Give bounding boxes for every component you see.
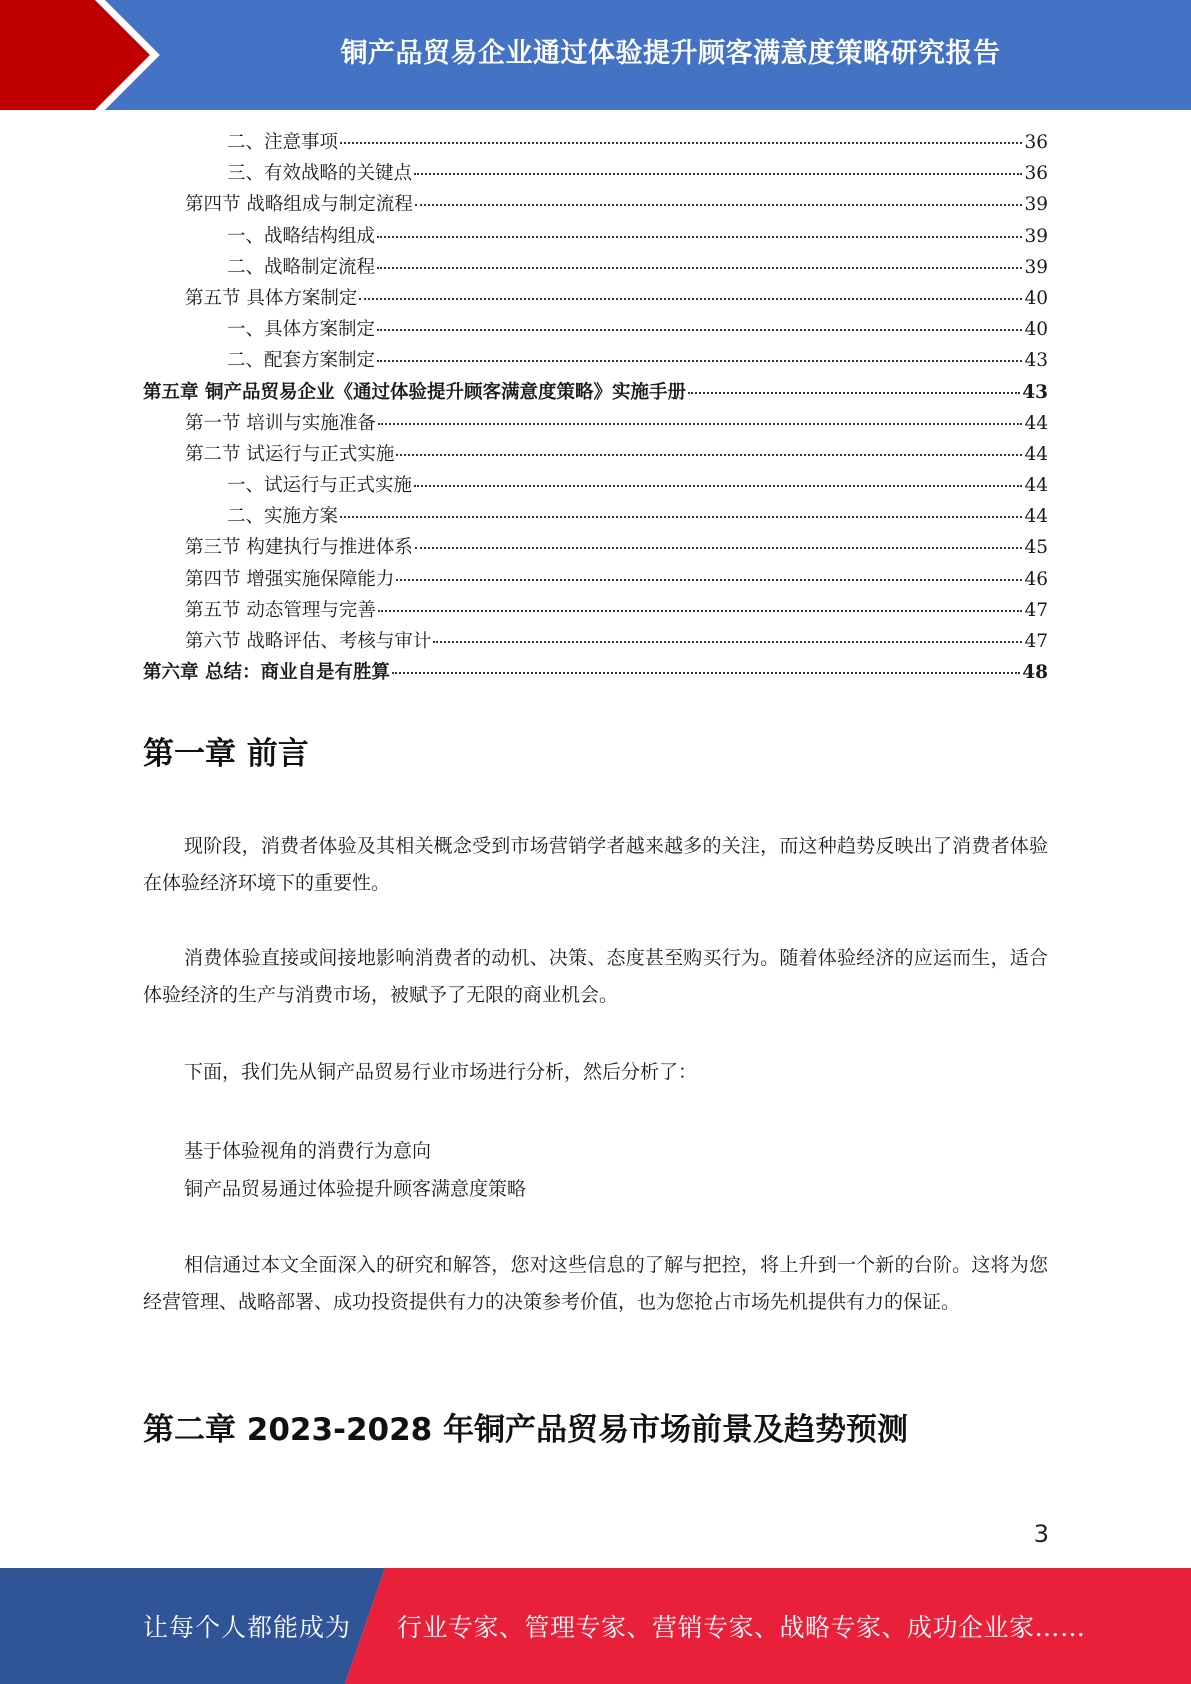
toc-entry[interactable] — [143, 471, 1048, 502]
toc-entry-page: 47 — [1024, 599, 1048, 621]
toc-entry-page: 39 — [1024, 194, 1048, 216]
toc-entry[interactable] — [143, 565, 1048, 596]
toc-entry-page: 46 — [1024, 568, 1048, 590]
toc-entry-title: 第一节 培训与实施准备 — [185, 412, 376, 434]
toc-entry-title: 一、具体方案制定 — [227, 319, 376, 341]
paragraph: 相信通过本文全面深入的研究和解答，您对这些信息的了解与把控，将上升到一个新的台阶。这将为您经营管理、战略部署、成功投资提供有力的决策参考价值，也为您抢占市场先机提供有力的保证。 — [143, 1254, 1048, 1313]
toc-entry-page: 45 — [1024, 537, 1048, 559]
paragraph: 消费体验直接或间接地影响消费者的动机、决策、态度甚至购买行为。随着体验经济的应运而生，适合体验经济的生产与消费市场，被赋予了无限的商业机会。 — [143, 947, 1048, 1006]
toc-dot-leader — [377, 236, 1022, 238]
toc-dot-leader — [378, 610, 1023, 612]
list-item: 基于体验视角的消费行为意向 — [184, 1140, 432, 1162]
toc-entry-title: 第六节 战略评估、考核与审计 — [185, 631, 432, 652]
toc-entry-page: 40 — [1024, 287, 1048, 309]
toc-entry-page: 39 — [1024, 225, 1048, 247]
toc-entry[interactable] — [143, 346, 1048, 377]
toc-entry[interactable] — [143, 440, 1048, 471]
toc-dot-leader — [340, 142, 1022, 144]
toc-dot-leader — [359, 298, 1022, 300]
chapter-1-heading: 第一章 前言 — [143, 736, 309, 772]
toc-entry-title: 第二节 试运行与正式实施 — [185, 443, 395, 465]
chapter-2-heading: 第二章 2023-2028 年铜产品贸易市场前景及趋势预测 — [143, 1412, 909, 1448]
toc-entry[interactable] — [143, 159, 1048, 190]
toc-dot-leader — [378, 423, 1023, 425]
toc-entry-page: 44 — [1024, 475, 1048, 497]
toc-entry[interactable] — [143, 284, 1048, 315]
footer-slogan-left: 让每个人都能成为 — [143, 1613, 352, 1642]
footer-slogan-right: 行业专家、管理专家、营销专家、战略专家、成功企业家…… — [397, 1613, 1086, 1642]
toc-entry-title: 第五节 动态管理与完善 — [185, 599, 376, 621]
toc-entry-page: 48 — [1022, 662, 1048, 684]
toc-entry-title: 三、有效战略的关键点 — [227, 163, 413, 185]
list-item: 铜产品贸易通过体验提升顾客满意度策略 — [184, 1178, 527, 1200]
toc-entry[interactable] — [143, 253, 1048, 284]
toc-entry-page: 44 — [1024, 506, 1048, 528]
toc-entry[interactable] — [143, 190, 1048, 221]
toc-entry[interactable] — [143, 315, 1048, 346]
toc-dot-leader — [415, 547, 1023, 549]
page-header — [0, 0, 1191, 110]
toc-entry[interactable] — [143, 596, 1048, 627]
toc-dot-leader — [340, 516, 1022, 518]
toc-entry-title: 二、注意事项 — [227, 132, 339, 153]
toc-dot-leader — [433, 641, 1022, 643]
toc-dot-leader — [415, 204, 1023, 206]
toc-entry-title: 二、实施方案 — [227, 506, 339, 528]
page-number: 3 — [1033, 1520, 1049, 1548]
toc-entry-title: 二、战略制定流程 — [227, 256, 376, 278]
toc-entry-page: 40 — [1024, 319, 1048, 341]
toc-dot-leader — [377, 360, 1022, 362]
toc-entry-page: 44 — [1024, 443, 1048, 465]
toc-entry[interactable] — [143, 222, 1048, 253]
page-footer — [0, 1568, 1191, 1684]
toc-entry-title: 第四节 战略组成与制定流程 — [185, 194, 413, 216]
toc-entry-title: 第六章 总结：商业自是有胜算 — [143, 662, 390, 684]
toc-entry[interactable] — [143, 128, 1048, 159]
toc-dot-leader — [396, 454, 1022, 456]
toc-entry-page: 36 — [1024, 163, 1048, 185]
toc-dot-leader — [414, 485, 1022, 487]
toc-entry-page: 36 — [1024, 132, 1048, 153]
toc-entry-page: 43 — [1024, 350, 1048, 372]
toc-entry-title: 第三节 构建执行与推进体系 — [185, 537, 413, 559]
toc-entry-title: 一、试运行与正式实施 — [227, 475, 413, 497]
toc-entry[interactable] — [143, 627, 1048, 658]
toc-entry[interactable] — [143, 502, 1048, 533]
toc-entry-title: 第五章 铜产品贸易企业《通过体验提升顾客满意度策略》实施手册 — [143, 381, 686, 403]
toc-entry[interactable] — [143, 533, 1048, 564]
toc-entry-page: 47 — [1024, 631, 1048, 652]
toc-entry-title: 一、战略结构组成 — [227, 225, 376, 247]
toc-entry-title: 二、配套方案制定 — [227, 350, 376, 372]
report-title: 铜产品贸易企业通过体验提升顾客满意度策略研究报告 — [340, 37, 1001, 69]
toc-entry-page: 44 — [1024, 412, 1048, 434]
toc-dot-leader — [377, 267, 1022, 269]
toc-entry-page: 39 — [1024, 256, 1048, 278]
toc-entry-page: 43 — [1022, 381, 1048, 403]
toc-entry-title: 第四节 增强实施保障能力 — [185, 568, 395, 590]
toc-dot-leader — [396, 579, 1022, 581]
toc-entry[interactable] — [143, 658, 1048, 689]
toc-dot-leader — [377, 329, 1022, 331]
paragraph: 下面，我们先从铜产品贸易行业市场进行分析，然后分析了： — [184, 1061, 698, 1083]
toc-entry[interactable] — [143, 409, 1048, 440]
toc-dot-leader — [392, 672, 1020, 674]
paragraph: 现阶段，消费者体验及其相关概念受到市场营销学者越来越多的关注，而这种趋势反映出了消费者体验在体验经济环境下的重要性。 — [143, 835, 1048, 894]
toc-dot-leader — [688, 392, 1020, 394]
table-of-contents — [143, 128, 1048, 689]
toc-entry[interactable] — [143, 378, 1048, 409]
toc-entry-title: 第五节 具体方案制定 — [185, 287, 358, 309]
toc-dot-leader — [414, 173, 1022, 175]
